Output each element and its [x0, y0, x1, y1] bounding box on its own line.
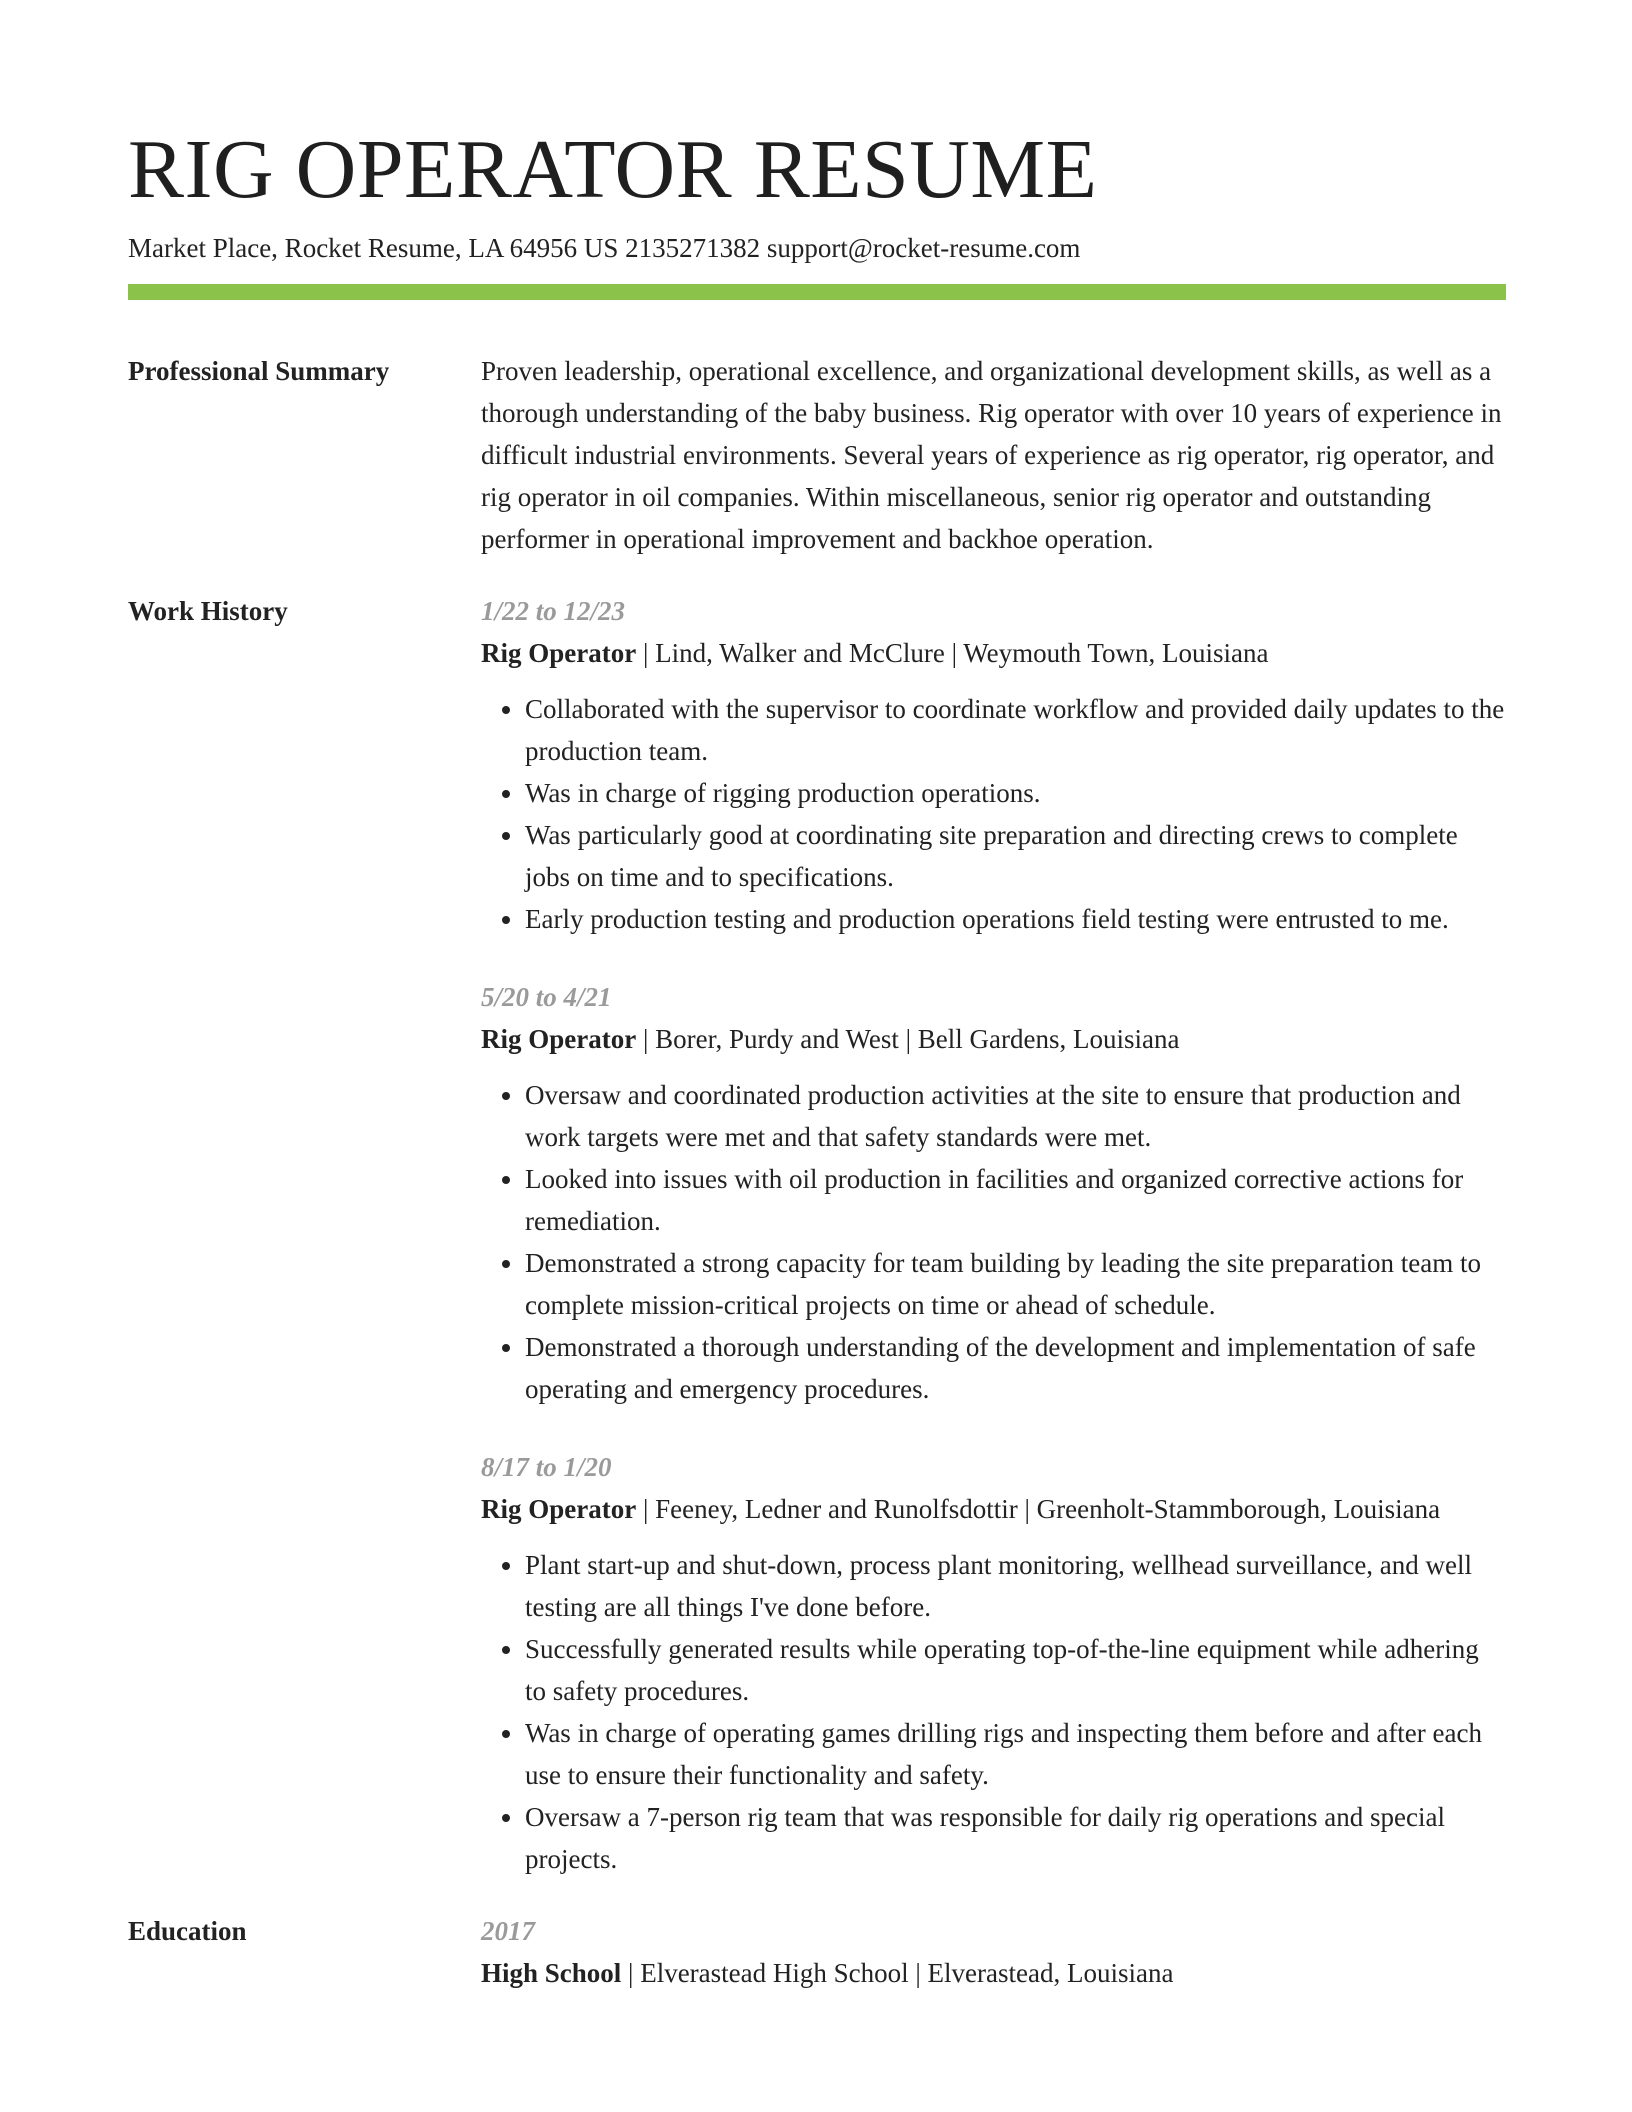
- job-bullets: [481, 688, 1506, 940]
- job-date: 5/20 to 4/21: [481, 982, 612, 1012]
- section-education: [128, 1910, 1506, 1994]
- job-details: | Lind, Walker and McClure | Weymouth Town, Louisiana: [636, 638, 1269, 668]
- education-entry: [481, 1910, 1506, 1994]
- job-entry: [481, 1446, 1506, 1880]
- list-item: • Successfully generated results while operating top-of-the-line equipment while adhering to safety procedures.: [525, 1628, 1506, 1712]
- list-item: • Oversaw a 7-person rig team that was responsible for daily rig operations and special projects.: [525, 1796, 1506, 1880]
- job-title: Rig Operator: [481, 1494, 637, 1524]
- list-item: • Looked into issues with oil production in facilities and organized corrective actions for remediation.: [525, 1158, 1506, 1242]
- job-entry: [481, 976, 1506, 1410]
- list-item: • Oversaw and coordinated production activities at the site to ensure that production and work targets were met and that safety standards were met.: [525, 1074, 1506, 1158]
- job-bullets: [481, 1074, 1506, 1410]
- list-item: • Was in charge of rigging production operations.: [525, 772, 1506, 814]
- list-item: • Demonstrated a thorough understanding of the development and implementation of safe operating and emergency procedures.: [525, 1326, 1506, 1410]
- section-label-education: Education: [128, 1916, 247, 1946]
- job-date: 1/22 to 12/23: [481, 596, 626, 626]
- section-label-work: Work History: [128, 596, 288, 626]
- education-date: 2017: [481, 1916, 535, 1946]
- job-title: Rig Operator: [481, 1024, 637, 1054]
- resume-page: [128, 120, 1506, 1994]
- list-item: • Plant start-up and shut-down, process plant monitoring, wellhead surveillance, and well testing are all things I've done before.: [525, 1544, 1506, 1628]
- job-details: | Feeney, Ledner and Runolfsdottir | Greenholt-Stammborough, Louisiana: [636, 1494, 1441, 1524]
- job-bullets: [481, 1544, 1506, 1880]
- education-heading: [481, 1952, 1506, 1994]
- header-divider: [128, 284, 1506, 300]
- list-item: • Demonstrated a strong capacity for team building by leading the site preparation team to complete mission-critical projects on time or ahead of schedule.: [525, 1242, 1506, 1326]
- list-item: • Was particularly good at coordinating site preparation and directing crews to complete jobs on time and to specifications.: [525, 814, 1506, 898]
- section-professional-summary: [128, 350, 1506, 560]
- job-details: | Borer, Purdy and West | Bell Gardens, Louisiana: [636, 1024, 1180, 1054]
- job-heading: [481, 1018, 1506, 1060]
- summary-text: Proven leadership, operational excellence, and organizational development skills, as well as a thorough understanding of the baby business. Rig operator with over 10 years of experience in difficult industrial environments. Several years of experience as rig operator, rig operator, and rig operator in oil companies. Within miscellaneous, senior rig operator and outstanding performer in operational improvement and backhoe operation.: [481, 356, 1502, 554]
- work-history-list: [481, 590, 1506, 1880]
- education-degree: High School: [481, 1958, 622, 1988]
- education-details: | Elverastead High School | Elverastead, Louisiana: [621, 1958, 1174, 1988]
- job-heading: [481, 632, 1506, 674]
- list-item: • Was in charge of operating games drilling rigs and inspecting them before and after each use to ensure their functionality and safety.: [525, 1712, 1506, 1796]
- job-date: 8/17 to 1/20: [481, 1452, 612, 1482]
- job-heading: [481, 1488, 1506, 1530]
- contact-line: Market Place, Rocket Resume, LA 64956 US 2135271382 support@rocket-resume.com: [128, 233, 1081, 263]
- job-entry: [481, 590, 1506, 940]
- page-title: RIG OPERATOR RESUME: [128, 123, 1098, 216]
- job-title: Rig Operator: [481, 638, 637, 668]
- section-work-history: [128, 590, 1506, 1880]
- section-label-summary: Professional Summary: [128, 356, 390, 386]
- list-item: • Early production testing and production operations field testing were entrusted to me.: [525, 898, 1506, 940]
- list-item: • Collaborated with the supervisor to coordinate workflow and provided daily updates to the production team.: [525, 688, 1506, 772]
